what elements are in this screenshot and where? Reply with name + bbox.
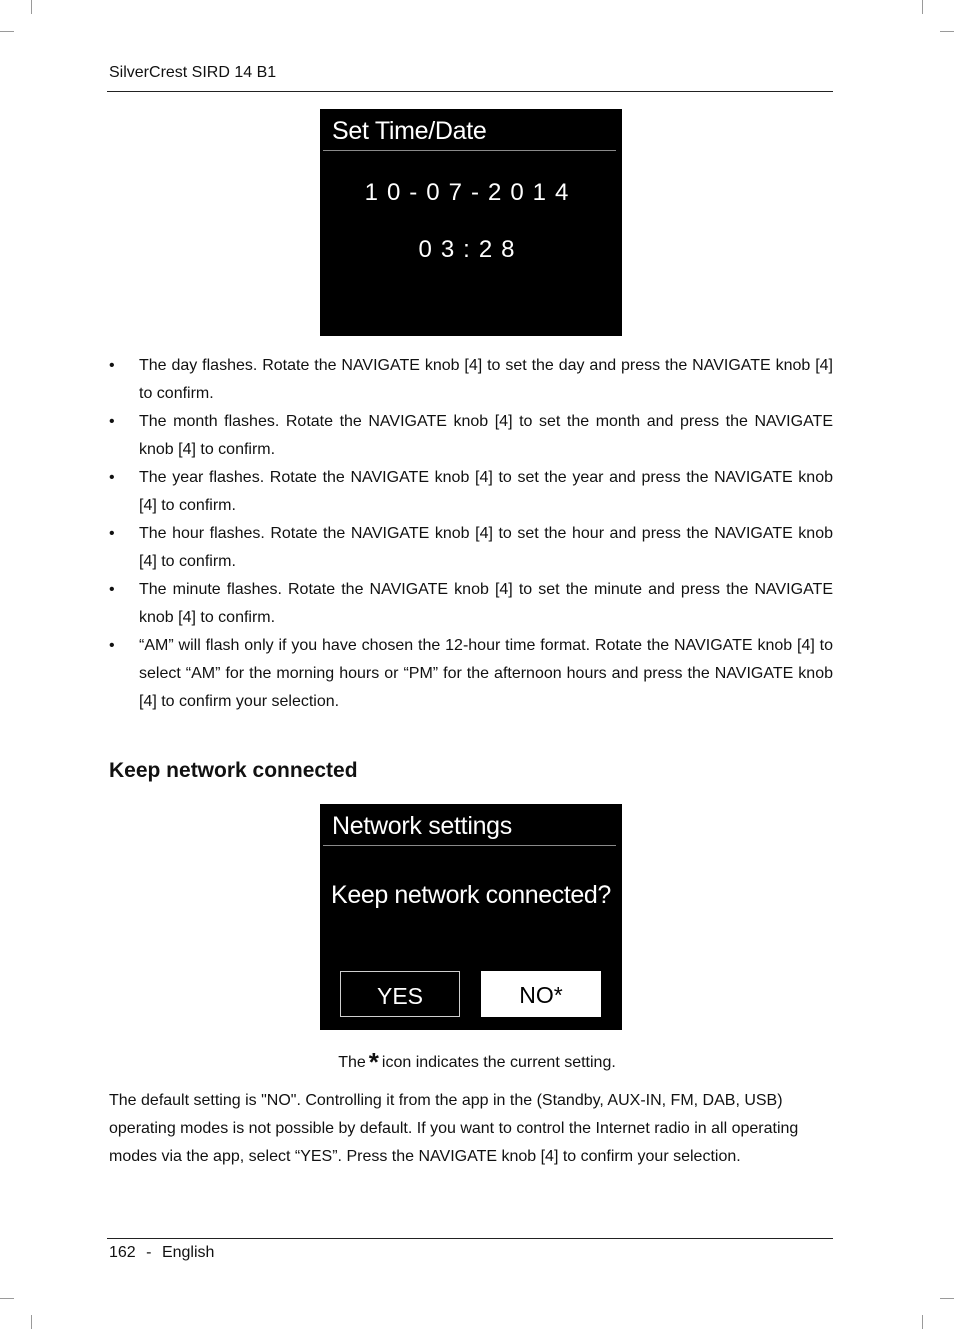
- page-footer: [109, 1244, 214, 1262]
- body-paragraph: The default setting is "NO". Controlling it from the app in the (Standby, AUX-IN, FM, DAB, USB) operating modes is not possible by default. If you want to control the Internet radio in all operating modes via the app, select “YES”. Press the NAVIGATE knob [4] to confirm your selection.: [109, 1092, 799, 1165]
- bullet-icon: •: [109, 637, 115, 654]
- screen-question: Keep network connected?: [331, 881, 611, 909]
- list-item-text: The month flashes. Rotate the NAVIGATE knob [4] to set the month and press the NAVIGATE knob [4] to confirm.: [139, 413, 833, 458]
- time-readout: 03:28: [418, 236, 524, 263]
- footer-separator: -: [146, 1244, 152, 1261]
- bullet-icon: •: [109, 581, 115, 598]
- header-rule: [107, 91, 833, 92]
- crop-mark: [31, 1315, 32, 1329]
- screen-title-divider: [323, 150, 616, 151]
- crop-mark: [0, 1298, 14, 1299]
- footer-rule: [107, 1238, 833, 1239]
- bullet-icon: •: [109, 413, 115, 430]
- list-item: [109, 632, 833, 716]
- list-item-text: The year flashes. Rotate the NAVIGATE knob [4] to set the year and press the NAVIGATE knob [4] to confirm.: [139, 469, 833, 514]
- crop-mark: [922, 0, 923, 14]
- list-item: [109, 520, 833, 576]
- instruction-list: [109, 352, 833, 716]
- section-heading: Keep network connected: [109, 759, 358, 782]
- page-number: 162: [109, 1244, 136, 1261]
- yes-button[interactable]: YES: [340, 971, 460, 1017]
- screen-title: Set Time/Date: [332, 117, 487, 145]
- list-item-text: The minute flashes. Rotate the NAVIGATE knob [4] to set the minute and press the NAVIGATE knob [4] to confirm.: [139, 581, 833, 626]
- crop-mark: [922, 1315, 923, 1329]
- bullet-icon: •: [109, 469, 115, 486]
- asterisk-icon: *: [368, 1047, 379, 1077]
- figure-caption: [0, 1047, 954, 1078]
- list-item: [109, 576, 833, 632]
- bullet-icon: •: [109, 357, 115, 374]
- date-readout: 10-07-2014: [364, 179, 578, 206]
- screen-title: Network settings: [332, 812, 512, 840]
- list-item: [109, 408, 833, 464]
- running-header: SilverCrest SIRD 14 B1: [109, 64, 277, 81]
- time-date-screen: [320, 109, 622, 336]
- caption-text: The: [338, 1054, 366, 1071]
- network-settings-screen: [320, 804, 622, 1030]
- list-item: [109, 352, 833, 408]
- no-button[interactable]: NO*: [481, 971, 601, 1017]
- list-item-text: The hour flashes. Rotate the NAVIGATE knob [4] to set the hour and press the NAVIGATE knob [4] to confirm.: [139, 525, 833, 570]
- bullet-icon: •: [109, 525, 115, 542]
- crop-mark: [940, 1298, 954, 1299]
- list-item-text: The day flashes. Rotate the NAVIGATE knob [4] to set the day and press the NAVIGATE knob [4] to confirm.: [139, 357, 833, 402]
- list-item-text: “AM” will flash only if you have chosen the 12-hour time format. Rotate the NAVIGATE knob [4] to select “AM” for the morning hours or “PM” for the afternoon hours and press the NAVIGATE knob [4] to confirm your selection.: [139, 637, 833, 710]
- crop-mark: [31, 0, 32, 14]
- footer-language: English: [161, 1244, 215, 1261]
- list-item: [109, 464, 833, 520]
- crop-mark: [0, 31, 14, 32]
- screen-title-divider: [323, 845, 616, 846]
- crop-mark: [940, 31, 954, 32]
- caption-text: icon indicates the current setting.: [381, 1054, 616, 1071]
